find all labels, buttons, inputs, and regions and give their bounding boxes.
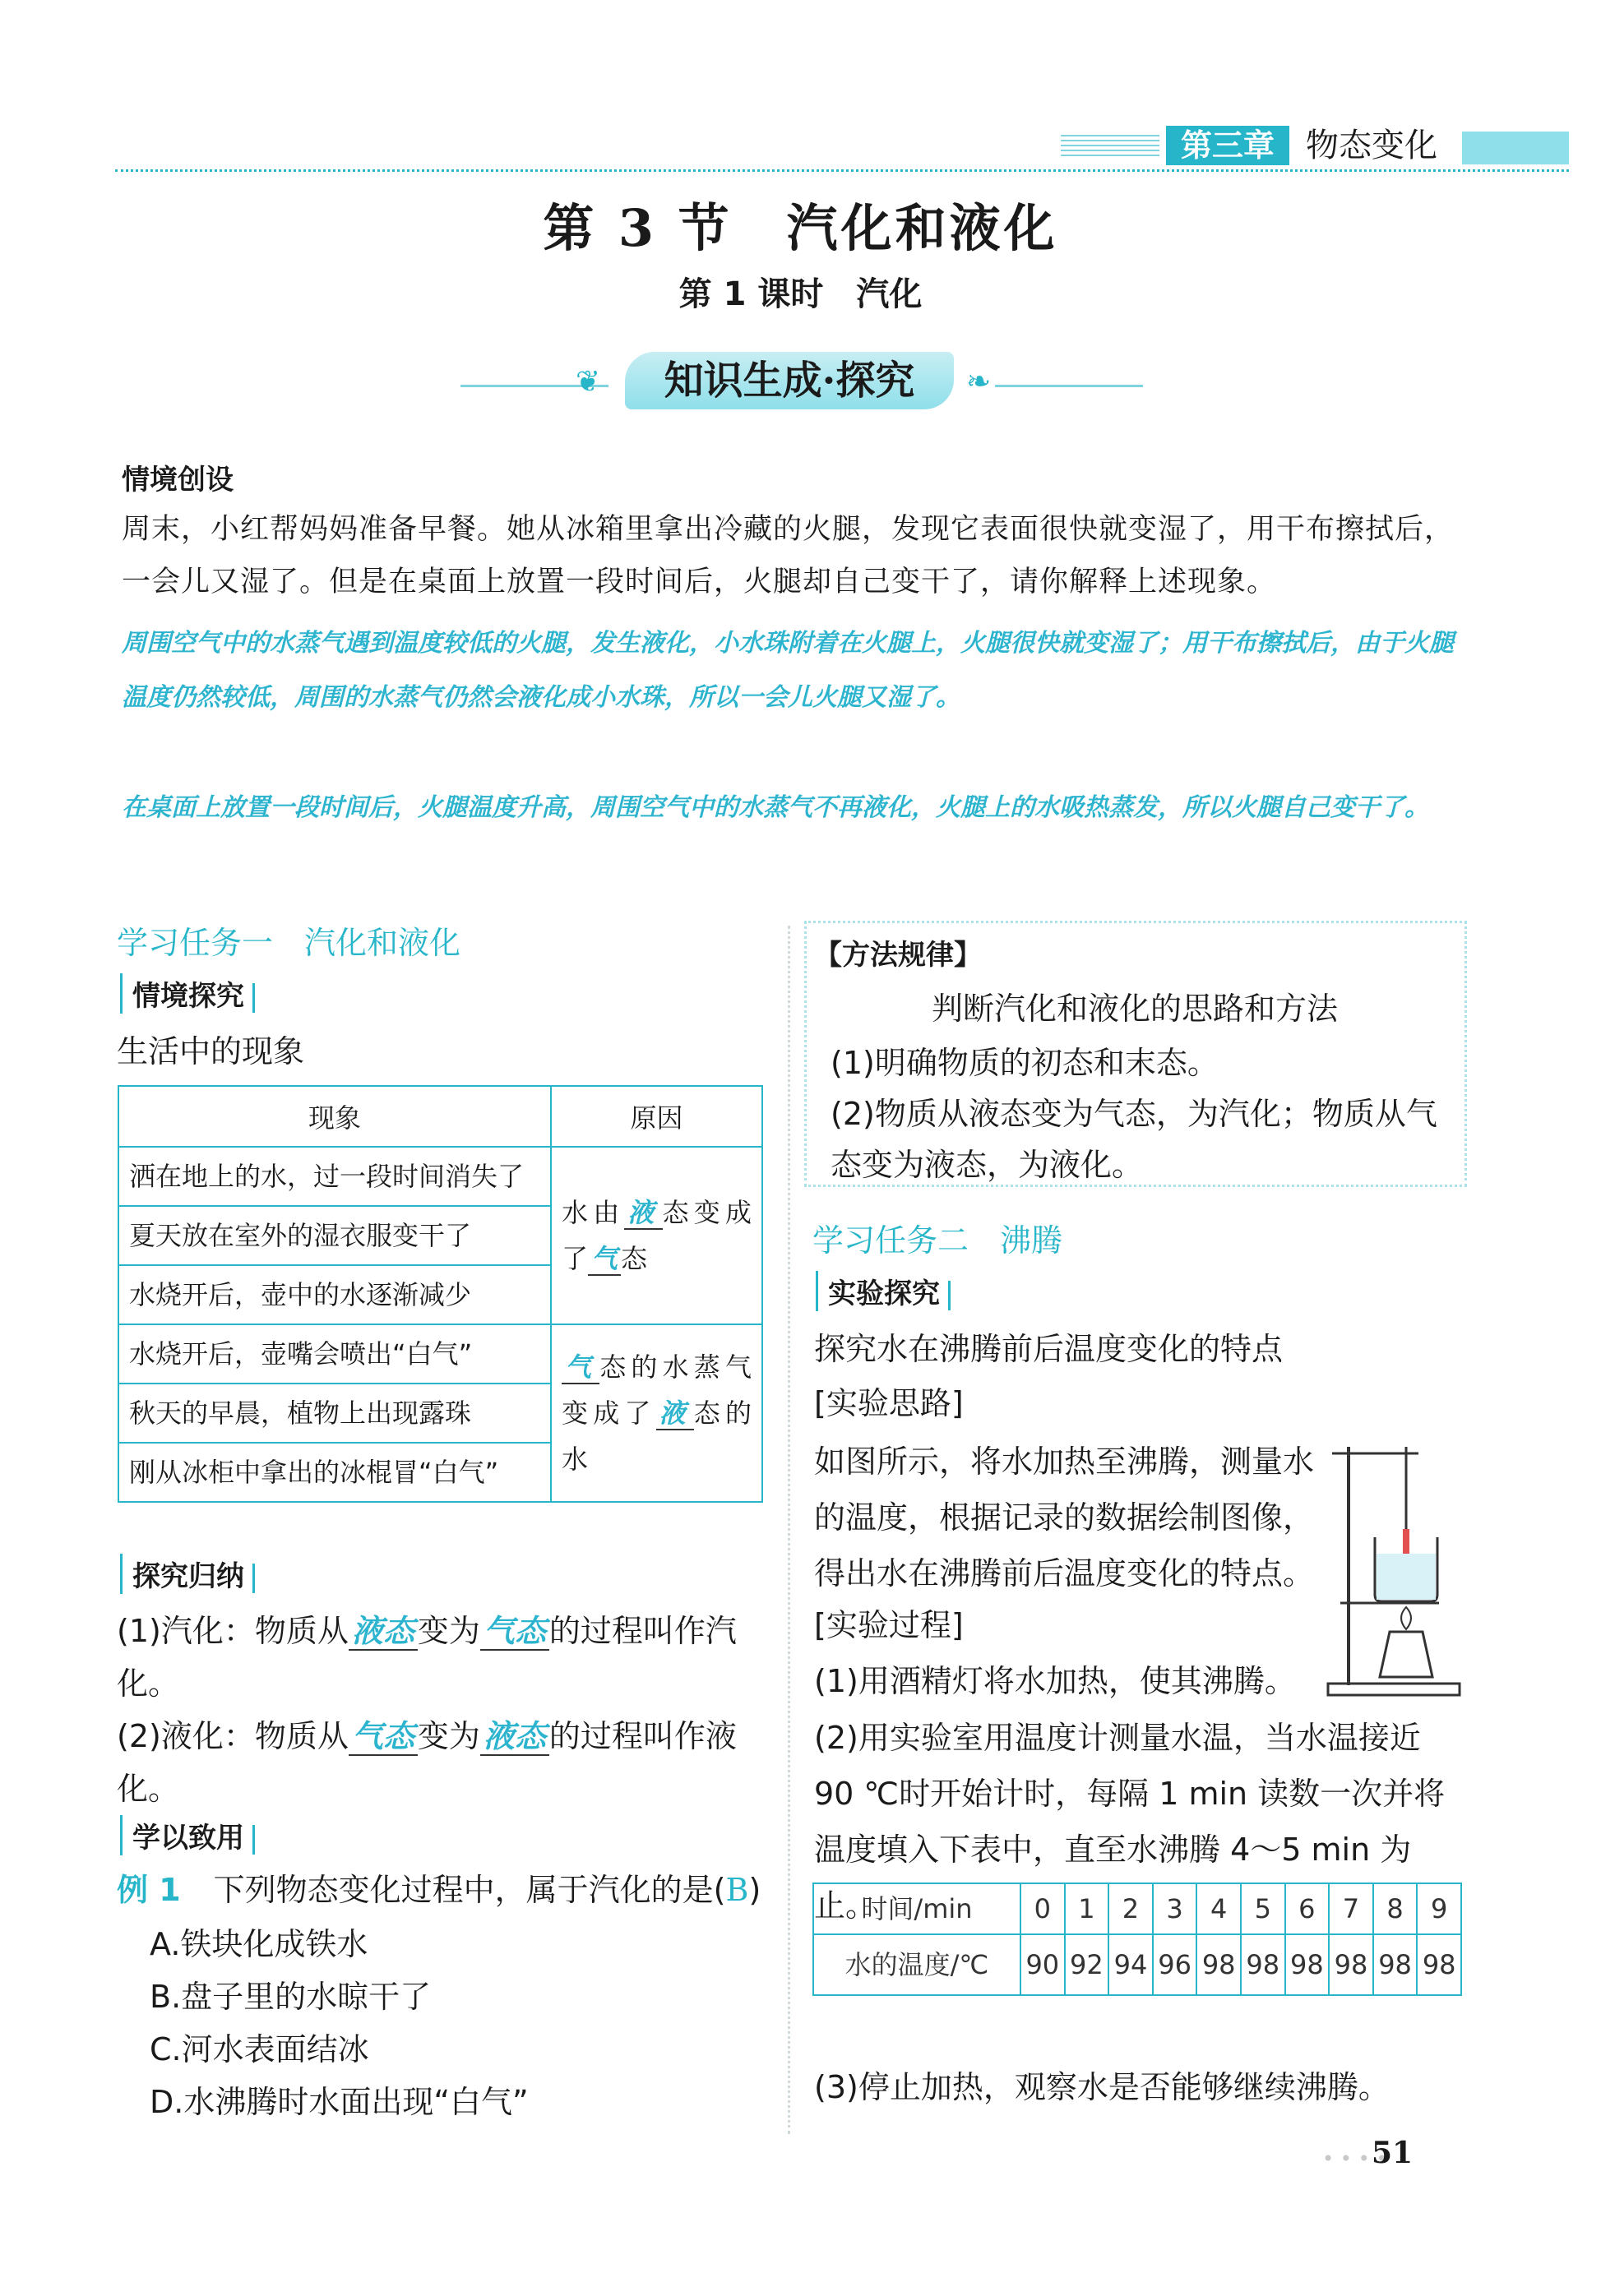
cause-text: 态变成了	[562, 1197, 752, 1274]
option-b: B.盘子里的水晾干了	[150, 1979, 432, 2015]
option-d: D.水沸腾时水面出现“白气”	[150, 2084, 529, 2120]
experiment-step-3: (3)停止加热，观察水是否能够继续沸腾。	[814, 2069, 1390, 2105]
table-header: 现象	[118, 1086, 551, 1147]
answer-blank: 液态	[480, 1718, 549, 1756]
swirl-icon: ❦	[576, 365, 601, 399]
chapter-badge: 第三章	[1166, 126, 1289, 165]
table-row	[813, 1883, 1461, 1934]
cause-text: 态	[621, 1243, 648, 1274]
section-title: 第 3 节 汽化和液化	[543, 198, 1058, 258]
answer-blank: 气态	[480, 1613, 549, 1651]
table-cell: 洒在地上的水，过一段时间消失了	[118, 1147, 551, 1206]
table-cell: 3	[1153, 1883, 1197, 1934]
cause-cell-liquefaction	[551, 1324, 762, 1502]
method-label: 【方法规律】	[814, 939, 982, 972]
page-number-dots: • • • •	[1322, 2147, 1388, 2170]
table-cell: 98	[1241, 1934, 1285, 1995]
task1-title: 学习任务一 汽化和液化	[117, 925, 461, 961]
method-item-1: (1)明确物质的初态和末态。	[831, 1045, 1219, 1081]
summary-text: 变为	[417, 1718, 480, 1754]
summary-text: 的过程叫作液化。	[117, 1718, 737, 1807]
scene-explore-label: 情境探究	[120, 973, 255, 1014]
option-a: A.铁块化成铁水	[150, 1926, 368, 1962]
table-cell: 秋天的早晨，植物上出现露珠	[118, 1384, 551, 1443]
table-cell: 4	[1196, 1883, 1241, 1934]
task2-title: 学习任务二 沸腾	[812, 1222, 1063, 1259]
column-divider	[788, 926, 790, 2134]
apply-label: 学以致用	[120, 1815, 255, 1855]
table-header: 原因	[551, 1086, 762, 1147]
table-cell: 水烧开后，壶嘴会喷出“白气”	[118, 1324, 551, 1384]
summary-text: 变为	[417, 1613, 480, 1649]
table-cell: 98	[1285, 1934, 1330, 1995]
example-number: 例 1	[117, 1872, 181, 1908]
option-c: C.河水表面结冰	[150, 2031, 369, 2067]
experiment-idea-text: 如图所示，将水加热至沸腾，测量水的温度，根据记录的数据绘制图像，得出水在沸腾前后温度变化的特点。	[814, 1444, 1315, 1591]
banner-line-right	[995, 385, 1143, 387]
summary-liquefaction	[117, 1710, 766, 1815]
table-header: 水的温度/℃	[813, 1934, 1020, 1995]
table-cell: 98	[1329, 1934, 1373, 1995]
cause-text: 水由	[562, 1197, 625, 1228]
experiment-step-2: (2)用实验室用温度计测量水温，当水温接近 90 ℃时开始计时，每隔 1 min 读数一次并将温度填入下表中，直至水沸腾 4～5 min 为止。	[814, 1720, 1446, 1924]
experiment-goal: 探究水在沸腾前后温度变化的特点	[814, 1331, 1284, 1367]
table-cell: 5	[1241, 1883, 1285, 1934]
life-phenomena-title: 生活中的现象	[117, 1033, 305, 1069]
header-stripes	[1061, 133, 1159, 156]
cause-text: 态的水	[562, 1397, 752, 1475]
scenario-label: 情境创设	[122, 464, 234, 497]
header-rule	[115, 169, 1569, 172]
answer-blank: 液	[656, 1397, 694, 1430]
temperature-table	[812, 1883, 1462, 1996]
answer-blank: 液	[624, 1197, 662, 1230]
table-cell: 1	[1065, 1883, 1109, 1934]
table-row	[813, 1934, 1461, 1995]
answer-blank: 液态	[349, 1613, 418, 1651]
summary-text: (2)液化：物质从	[117, 1718, 349, 1754]
scenario-answer-1: 周围空气中的水蒸气遇到温度较低的火腿，发生液化，小水珠附着在火腿上，火腿很快就变湿了；用干布擦拭后，由于火腿温度仍然较低，周围的水蒸气仍然会液化成小水珠，所以一会儿火腿又湿了。	[122, 629, 1454, 712]
table-cell: 94	[1108, 1934, 1153, 1995]
phenomena-table	[118, 1085, 763, 1503]
experiment-process-label: [实验过程]	[814, 1607, 964, 1643]
table-cell: 8	[1373, 1883, 1418, 1934]
example-question	[117, 1864, 761, 1910]
answer-blank: 气	[562, 1351, 599, 1384]
method-item-2: (2)物质从液态变为气态，为汽化；物质从气态变为液态，为液化。	[831, 1096, 1437, 1183]
experiment-label: 实验探究	[816, 1271, 951, 1311]
table-row	[118, 1324, 762, 1384]
answer-blank: 气	[588, 1243, 621, 1276]
summary-text: (1)汽化：物质从	[117, 1613, 349, 1649]
example-answer: B	[725, 1872, 749, 1908]
experiment-idea-label: [实验思路]	[814, 1385, 964, 1421]
table-cell: 96	[1153, 1934, 1197, 1995]
lesson-title: 第 1 课时 汽化	[678, 275, 923, 313]
boiling-apparatus-icon	[1324, 1430, 1464, 1710]
page-number: 51	[1372, 2136, 1414, 2170]
table-cell: 0	[1020, 1883, 1065, 1934]
cause-text: 态的水蒸气变成了	[562, 1351, 752, 1429]
table-header: 时间/min	[813, 1883, 1020, 1934]
summary-vaporization	[117, 1605, 766, 1710]
summary-text: 的过程叫作汽化。	[117, 1613, 737, 1702]
method-subtitle: 判断汽化和液化的思路和方法	[931, 991, 1338, 1027]
answer-blank: 气态	[349, 1718, 418, 1756]
table-cell: 98	[1196, 1934, 1241, 1995]
table-row	[118, 1147, 762, 1206]
banner-title: 知识生成·探究	[664, 358, 915, 404]
table-cell: 90	[1020, 1934, 1065, 1995]
swirl-icon: ❧	[966, 365, 992, 399]
table-cell: 刚从冰柜中拿出的冰棍冒“白气”	[118, 1443, 551, 1502]
table-cell: 98	[1373, 1934, 1418, 1995]
example-text: )	[748, 1872, 761, 1908]
table-cell: 夏天放在室外的湿衣服变干了	[118, 1206, 551, 1265]
header-band	[1462, 132, 1569, 164]
table-cell: 98	[1417, 1934, 1461, 1995]
table-cell: 6	[1285, 1883, 1330, 1934]
chapter-subject: 物态变化	[1306, 127, 1437, 164]
table-cell: 7	[1329, 1883, 1373, 1934]
summary-label: 探究归纳	[120, 1554, 255, 1594]
scenario-text: 周末，小红帮妈妈准备早餐。她从冰箱里拿出冷藏的火腿，发现它表面很快就变湿了，用干布擦拭后，一会儿又湿了。但是在桌面上放置一段时间后，火腿却自己变干了，请你解释上述现象。	[122, 513, 1455, 598]
table-cell: 水烧开后，壶中的水逐渐减少	[118, 1265, 551, 1324]
table-cell: 2	[1108, 1883, 1153, 1934]
table-cell: 92	[1065, 1934, 1109, 1995]
table-header-row	[118, 1086, 762, 1147]
cause-cell-evaporation	[551, 1147, 762, 1324]
table-cell: 9	[1417, 1883, 1461, 1934]
example-text: 下列物态变化过程中，属于汽化的是(	[213, 1872, 726, 1908]
scenario-answer-2: 在桌面上放置一段时间后，火腿温度升高，周围空气中的水蒸气不再液化，火腿上的水吸热蒸发，所以火腿自己变干了。	[122, 793, 1429, 822]
experiment-step-1: (1)用酒精灯将水加热，使其沸腾。	[814, 1663, 1296, 1699]
